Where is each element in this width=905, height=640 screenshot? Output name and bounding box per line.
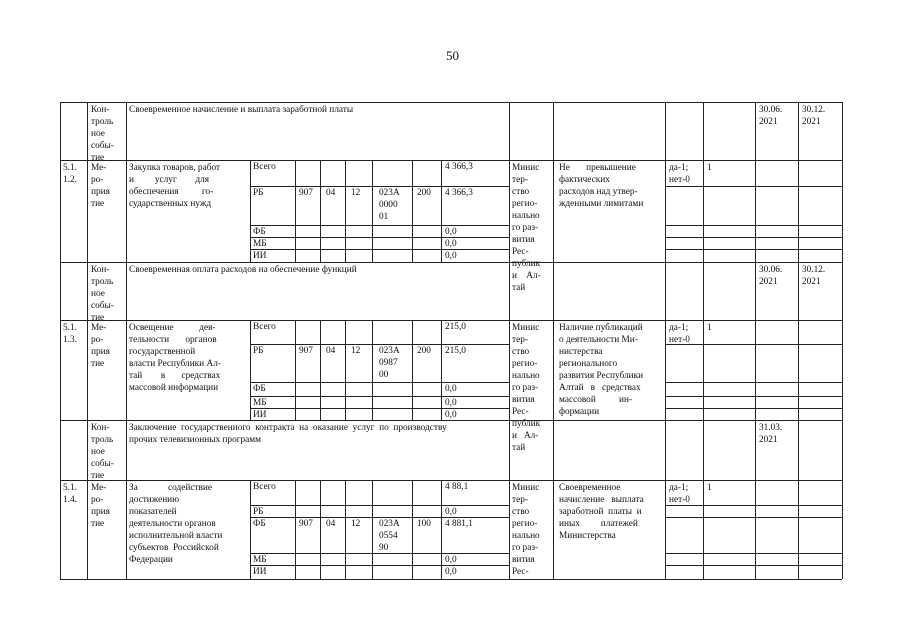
funding-source: МБ [253,555,267,565]
table-rule [320,160,321,262]
table-rule [250,320,251,420]
control-event-label-line: ное [91,289,105,299]
table-rule [250,396,509,397]
responsible-ministry-line: нально [512,211,540,221]
table-rule [798,160,799,262]
table-rule [665,225,842,226]
funding-source: ФБ [253,519,266,529]
table-rule [441,160,442,262]
funding-source: ФБ [253,227,266,237]
control-date-end-line: 30.12. [802,105,826,115]
table-rule [665,420,666,480]
responsible-ministry [512,162,541,294]
table-rule [250,408,509,409]
funding-source: РБ [253,507,264,517]
responsible-ministry-line: регио- [512,359,538,369]
responsible-ministry-line: Минис [512,483,540,493]
table-rule [295,320,296,420]
table-rule [509,480,510,579]
activity-number [63,482,77,506]
budget-code-target-line: 0000 [379,200,398,210]
activity-name-line: сударственных нужд [129,199,212,209]
activity-type [91,162,110,210]
responsible-ministry-line: Минис [512,323,540,333]
control-event-label [91,422,114,482]
responsible-ministry-line: тер- [512,175,528,185]
activity-number-line: 5.1. [63,483,77,493]
table-rule [509,262,510,320]
activity-name [129,322,221,394]
indicator-text-line: развития Республики [559,371,644,381]
responsible-ministry-line: го раз- [512,223,539,233]
funding-source: РБ [253,346,264,356]
indicator-text-line: иных платежей [559,519,638,529]
table-rule [250,382,509,383]
funding-amount: 215,0 [445,322,466,332]
control-event-label-line: Кон- [91,265,110,275]
responsible-ministry-line: и Ал- [512,431,539,441]
budget-code-expense: 100 [417,519,431,529]
activity-name-line: тай в средствах [129,371,221,381]
activity-number [63,322,77,346]
responsible-ministry-line: ство [512,507,530,517]
table-rule [250,225,509,226]
budget-code-target-line: 023А [379,188,400,198]
activity-number-line: 5.1. [63,323,77,333]
funding-amount: 0,0 [445,567,457,577]
funding-source: ИИ [253,410,267,420]
indicator-unit-line: да-1; [669,163,689,173]
table-rule [665,102,666,160]
budget-code-section: 04 [326,519,336,529]
budget-code-target [379,518,400,554]
responsible-ministry-line: тай [512,443,526,453]
budget-code-subsection: 12 [351,346,361,356]
table-rule [665,553,842,554]
table-rule [798,102,799,160]
control-event-label-line: ное [91,447,105,457]
table-rule [755,102,756,160]
activity-name-line: Освещение дея- [129,323,216,333]
activity-type-line: тие [91,199,105,209]
activity-number-line: 1.2. [63,175,77,185]
page-number: 50 [446,48,459,63]
indicator-text-line: фактических [559,175,610,185]
budget-code-target-line: 023А [379,346,400,356]
activity-type-line: прия [91,347,110,357]
activity-name-line: достижению [129,495,180,505]
control-event-label-line: собы- [91,301,114,311]
control-date-start-line: 2021 [759,435,778,445]
funding-amount: 0,0 [445,251,457,261]
activity-name-line: обеспечения го- [129,187,214,197]
table-rule [87,102,88,579]
funding-amount: 0,0 [445,227,457,237]
budget-code-grbs: 907 [299,519,313,529]
indicator-text-line: о деятельности Ми- [559,335,638,345]
activity-number-line: 1.4. [63,495,77,505]
budget-code-grbs: 907 [299,188,313,198]
control-event-label-line: Кон- [91,423,110,433]
table-rule [703,420,704,480]
indicator-text [559,322,643,418]
responsible-ministry-line: тер- [512,495,528,505]
table-rule [798,420,799,480]
table-rule [755,262,756,320]
activity-type-line: тие [91,359,105,369]
control-event-text-line: Заключение государственного контракта на оказание услуг по производству [129,423,447,433]
activity-number-line: 5.1. [63,163,77,173]
indicator-unit-line: да-1; [669,483,689,493]
table-rule [372,160,373,262]
indicator-text-line: Министерства [559,531,616,541]
control-date-start-line: 30.06. [759,105,783,115]
funding-amount: 0,0 [445,410,457,420]
table-rule [509,420,510,480]
indicator-text-line: заработной платы и [559,507,642,517]
control-date-end-line: 2021 [802,277,821,287]
table-rule [703,160,704,262]
table-rule [412,320,413,420]
table-rule [665,565,842,566]
responsible-ministry-line: Рес- [512,247,529,257]
control-event-label-line: тие [91,313,105,323]
responsible-ministry-line: вития [512,555,535,565]
indicator-text-line: Алтай в средствах [559,383,641,393]
activity-type-line: Ме- [91,483,107,493]
control-date-start-line: 2021 [759,277,778,287]
control-event-label-line: Кон- [91,105,110,115]
control-date-end-line: 30.12. [802,265,826,275]
table-rule [320,320,321,420]
control-event-label-line: троль [91,435,114,445]
budget-code-expense: 200 [417,188,431,198]
control-event-label-line: троль [91,117,114,127]
activity-name-line: государственной [129,347,196,357]
activity-type-line: ро- [91,335,104,345]
table-rule [755,420,756,480]
activity-name-line: исполнительной власти [129,531,223,541]
activity-name-line: массовой информации [129,383,219,393]
table-rule [345,320,346,420]
table-rule [665,517,842,518]
indicator-text-line: жденными лимитами [559,199,644,209]
table-right-border [842,102,843,579]
indicator-unit [669,322,690,346]
activity-number [63,162,77,186]
activity-name-line: деятельности органов [129,519,216,529]
responsible-ministry-line: регио- [512,199,538,209]
indicator-unit-line: нет-0 [669,495,690,505]
control-event-label-line: ное [91,129,105,139]
control-date-end [802,264,825,288]
table-rule [553,320,554,420]
table-rule [250,237,509,238]
responsible-ministry-line: тай [512,283,526,293]
indicator-text-line: расходов над утвер- [559,187,638,197]
table-rule [665,186,842,187]
control-event-text: Своевременное начисление и выплата заработной платы [129,105,354,115]
control-event-label-line: троль [91,277,114,287]
responsible-ministry-line: Рес- [512,407,529,417]
activity-name-line: субъектов Российской [129,543,219,553]
activity-type-line: Ме- [91,323,107,333]
table-rule [60,262,842,263]
control-event-text-line: прочих телевизионных программ [129,435,262,445]
responsible-ministry-line: ство [512,347,530,357]
table-rule [509,102,510,160]
table-rule [703,262,704,320]
table-rule [703,320,704,420]
indicator-unit-line: да-1; [669,323,689,333]
table-rule [553,420,554,480]
table-rule [553,480,554,579]
budget-code-section: 04 [326,188,336,198]
activity-name-line: показателей [129,507,177,517]
responsible-ministry-line: Минис [512,163,540,173]
budget-code-target-line: 0987 [379,358,398,368]
activity-name-line: тельности органов [129,335,217,345]
table-rule [441,320,442,420]
responsible-ministry-line: регио- [512,519,538,529]
activity-number-line: 1.3. [63,335,77,345]
table-rule [250,505,509,506]
responsible-ministry-line: публик [512,259,541,269]
budget-code-grbs: 907 [299,346,313,356]
table-rule [665,249,842,250]
table-rule [755,320,756,420]
funding-source: РБ [253,188,264,198]
table-bottom-border [60,579,842,580]
control-date-end [802,104,825,128]
table-rule [250,249,509,250]
budget-code-target-line: 01 [379,212,389,222]
control-date-end-line: 2021 [802,117,821,127]
table-rule [798,262,799,320]
table-rule [553,262,554,320]
responsible-ministry-line: нально [512,371,540,381]
indicator-unit-line: нет-0 [669,175,690,185]
table-rule [509,320,510,420]
control-date-start-line: 30.06. [759,265,783,275]
table-rule [553,160,554,262]
indicator-text [559,162,643,210]
funding-source: МБ [253,398,267,408]
table-rule [755,160,756,262]
activity-type [91,482,110,530]
table-rule [665,396,842,397]
funding-amount: 0,0 [445,507,457,517]
table-rule [798,320,799,420]
control-event-label [91,264,114,324]
table-rule [126,102,127,579]
indicator-text-line: массовой ин- [559,395,633,405]
funding-amount: 4 88,1 [445,482,469,492]
control-event-label-line: тие [91,471,105,481]
control-date-start [759,264,782,288]
indicator-text-line: Не превышение [559,163,636,173]
funding-amount: 4 881,1 [445,519,473,529]
funding-amount: 215,0 [445,346,466,356]
responsible-ministry-line: го раз- [512,383,539,393]
responsible-ministry-line: Рес- [512,567,529,577]
table-rule [372,320,373,420]
indicator-text-line: Своевременное [559,483,621,493]
responsible-ministry [512,322,540,454]
table-rule [553,102,554,160]
control-date-start-line: 31.03. [759,423,783,433]
budget-code-target-line: 90 [379,543,389,553]
table-rule [665,160,666,262]
responsible-ministry-line: го раз- [512,543,539,553]
activity-type-line: прия [91,507,110,517]
funding-amount: 0,0 [445,384,457,394]
funding-source: Всего [253,162,276,172]
indicator-text [559,482,644,542]
table-rule [509,160,510,262]
responsible-ministry-line: публик [512,419,541,429]
table-rule [665,382,842,383]
table-rule [295,160,296,262]
funding-source: ИИ [253,567,267,577]
activity-name-line: и услуг для [129,175,210,185]
control-date-start-line: 2021 [759,117,778,127]
activity-name-line: Федерации [129,555,173,565]
funding-source: МБ [253,239,267,249]
table-rule [665,505,842,506]
funding-amount: 0,0 [445,555,457,565]
activity-name [129,482,222,566]
responsible-ministry-line: вития [512,235,535,245]
table-rule [665,344,842,345]
indicator-text-line: Наличие публикаций [559,323,643,333]
responsible-ministry-line: ство [512,187,530,197]
funding-source: ИИ [253,251,267,261]
indicator-target: 1 [707,163,712,173]
responsible-ministry-line: и Ал- [512,271,541,281]
control-date-start [759,422,782,446]
control-event-label-line: тие [91,153,105,163]
activity-type-line: тие [91,519,105,529]
budget-code-target-line: 00 [379,370,389,380]
control-event-text [129,422,447,446]
budget-code-subsection: 12 [351,188,361,198]
table-rule [665,408,842,409]
table-rule [345,160,346,262]
responsible-ministry-line: нально [512,531,540,541]
funding-amount: 4 366,3 [445,162,473,172]
control-event-label-line: собы- [91,141,114,151]
indicator-unit [669,162,690,186]
table-rule [250,160,251,262]
table-left-border [60,102,61,579]
indicator-text-line: формации [559,407,600,417]
responsible-ministry-line: вития [512,395,535,405]
indicator-text-line: начисление выплата [559,495,644,505]
budget-code-target-line: 0554 [379,531,398,541]
indicator-target: 1 [707,323,712,333]
funding-amount: 0,0 [445,398,457,408]
table-rule [250,565,509,566]
activity-type-line: Ме- [91,163,107,173]
indicator-target: 1 [707,483,712,493]
budget-code-target-line: 023А [379,519,400,529]
activity-name-line: За содействие [129,483,213,493]
funding-source: Всего [253,322,276,332]
responsible-ministry-line: тер- [512,335,528,345]
activity-type-line: ро- [91,175,104,185]
budget-code-expense: 200 [417,346,431,356]
table-rule [703,102,704,160]
table-top-border [60,102,842,103]
funding-source: Всего [253,482,276,492]
indicator-unit [669,482,690,506]
control-date-start [759,104,782,128]
activity-type [91,322,110,370]
table-rule [665,237,842,238]
table-rule [665,320,666,420]
indicator-unit-line: нет-0 [669,335,690,345]
responsible-ministry [512,482,540,578]
funding-amount: 4 366,3 [445,188,473,198]
budget-code-section: 04 [326,346,336,356]
activity-name-line: Закупка товаров, работ [129,163,221,173]
budget-code-target [379,345,400,381]
activity-type-line: ро- [91,495,104,505]
table-rule [412,160,413,262]
activity-type-line: прия [91,187,110,197]
indicator-text-line: нистерства [559,347,603,357]
control-event-text: Своевременная оплата расходов на обеспечение функций [129,265,357,275]
activity-name-line: власти Республики Ал- [129,359,221,369]
table-rule [665,262,666,320]
activity-name [129,162,220,210]
control-event-label [91,104,114,164]
budget-code-target [379,187,400,223]
funding-source: ФБ [253,384,266,394]
indicator-text-line: регионального [559,359,618,369]
budget-code-subsection: 12 [351,519,361,529]
control-event-label-line: собы- [91,459,114,469]
funding-amount: 0,0 [445,239,457,249]
